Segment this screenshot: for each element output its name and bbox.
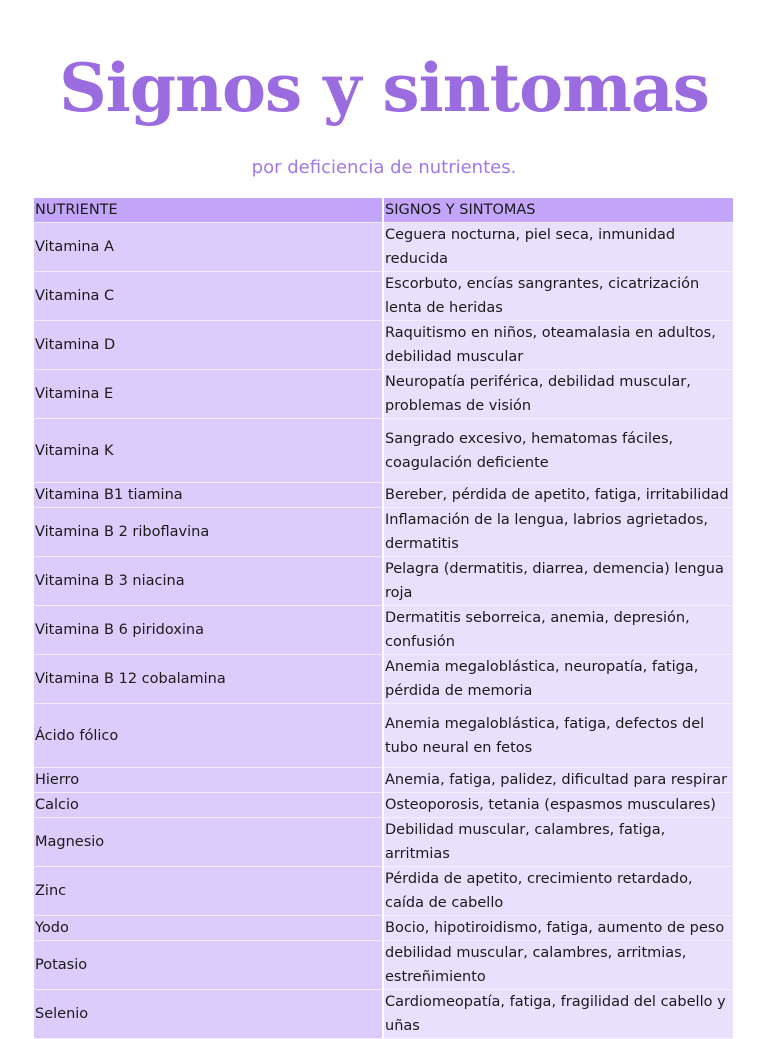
nutrient-cell: Vitamina C — [34, 272, 383, 321]
symptoms-cell: Anemia megaloblástica, fatiga, defectos del tubo neural en fetos — [383, 704, 733, 768]
table-row — [34, 370, 733, 419]
table-row — [34, 272, 733, 321]
symptoms-cell: Escorbuto, encías sangrantes, cicatrización lenta de heridas — [383, 272, 733, 321]
symptoms-cell: Debilidad muscular, calambres, fatiga, arritmias — [383, 818, 733, 867]
symptoms-cell: debilidad muscular, calambres, arritmias, estreñimiento — [383, 941, 733, 990]
nutrient-cell: Vitamina B 6 piridoxina — [34, 606, 383, 655]
table-row — [34, 916, 733, 941]
symptoms-cell: Dermatitis seborreica, anemia, depresión, confusión — [383, 606, 733, 655]
symptoms-cell: Pelagra (dermatitis, diarrea, demencia) lengua roja — [383, 557, 733, 606]
nutrient-cell: Potasio — [34, 941, 383, 990]
nutrient-cell: Selenio — [34, 990, 383, 1039]
page-subtitle: por deficiencia de nutrientes. — [251, 157, 517, 178]
nutrients-table — [34, 198, 733, 1039]
symptoms-cell: Bereber, pérdida de apetito, fatiga, irritabilidad — [383, 483, 733, 508]
symptoms-cell: Anemia megaloblástica, neuropatía, fatiga, pérdida de memoria — [383, 655, 733, 704]
nutrient-cell: Yodo — [34, 916, 383, 941]
header-signos-sintomas: SIGNOS Y SINTOMAS — [383, 198, 733, 223]
table-row — [34, 655, 733, 704]
page-title: Signos y sintomas — [59, 49, 709, 127]
nutrient-cell: Calcio — [34, 793, 383, 818]
table-row — [34, 793, 733, 818]
table-row — [34, 606, 733, 655]
nutrient-cell: Vitamina E — [34, 370, 383, 419]
nutrient-cell: Vitamina B 2 riboflavina — [34, 508, 383, 557]
nutrient-cell: Vitamina B1 tiamina — [34, 483, 383, 508]
table-row — [34, 941, 733, 990]
symptoms-cell: Sangrado excesivo, hematomas fáciles, coagulación deficiente — [383, 419, 733, 483]
table-row — [34, 867, 733, 916]
symptoms-cell: Osteoporosis, tetania (espasmos musculares) — [383, 793, 733, 818]
symptoms-cell: Raquitismo en niños, oteamalasia en adultos, debilidad muscular — [383, 321, 733, 370]
symptoms-cell: Bocio, hipotiroidismo, fatiga, aumento de peso — [383, 916, 733, 941]
nutrient-cell: Vitamina B 3 niacina — [34, 557, 383, 606]
table-row — [34, 508, 733, 557]
symptoms-cell: Cardiomeopatía, fatiga, fragilidad del cabello y uñas — [383, 990, 733, 1039]
nutrient-cell: Vitamina B 12 cobalamina — [34, 655, 383, 704]
table-row — [34, 223, 733, 272]
table-row — [34, 483, 733, 508]
table-row — [34, 419, 733, 483]
table-row — [34, 768, 733, 793]
nutrient-cell: Zinc — [34, 867, 383, 916]
nutrient-cell: Magnesio — [34, 818, 383, 867]
table-row — [34, 557, 733, 606]
symptoms-cell: Anemia, fatiga, palidez, dificultad para respirar — [383, 768, 733, 793]
table-row — [34, 704, 733, 768]
table-row — [34, 990, 733, 1039]
nutrient-cell: Vitamina A — [34, 223, 383, 272]
symptoms-cell: Neuropatía periférica, debilidad muscular, problemas de visión — [383, 370, 733, 419]
symptoms-cell: Ceguera nocturna, piel seca, inmunidad reducida — [383, 223, 733, 272]
table-header-row — [34, 198, 733, 223]
table-row — [34, 321, 733, 370]
nutrient-cell: Vitamina D — [34, 321, 383, 370]
symptoms-cell: Pérdida de apetito, crecimiento retardado, caída de cabello — [383, 867, 733, 916]
nutrient-cell: Hierro — [34, 768, 383, 793]
nutrient-cell: Vitamina K — [34, 419, 383, 483]
header-nutriente: NUTRIENTE — [34, 198, 383, 223]
symptoms-cell: Inflamación de la lengua, labrios agrietados, dermatitis — [383, 508, 733, 557]
nutrient-cell: Ácido fólico — [34, 704, 383, 768]
table-row — [34, 818, 733, 867]
